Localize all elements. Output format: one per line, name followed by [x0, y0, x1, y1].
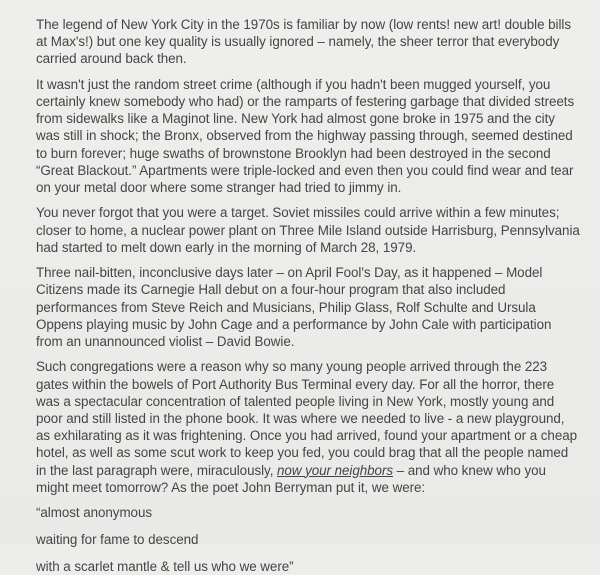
paragraph-4: Three nail-bitten, inconclusive days later – on April Fool's Day, as it happened – Model Citizens made its Carnegie Hall debut on a four-hour program that also included performances from Steve Reich and Musicians, Philip Glass, Rolf Schulte and Ursula Oppens playing music by John Cage and a performance by John Cale with participation from an unannounced violist – David Bowie.	[36, 265, 552, 350]
quote-line-2: waiting for fame to descend	[36, 531, 199, 547]
now-your-neighbors-emphasis: now your neighbors	[277, 462, 393, 478]
paragraph-3: You never forgot that you were a target. Soviet missiles could arrive within a few minutes; closer to home, a nuclear power plant on Three Mile Island outside Harrisburg, Pennsylvania had started to melt down early in the morning of March 28, 1979.	[36, 205, 580, 255]
quote-line-1: “almost anonymous	[36, 505, 152, 521]
paragraph-1: The legend of New York City in the 1970s is familiar by now (low rents! new art! double bills at Max's!) but one key quality is usually ignored – namely, the sheer terror that everybody carried around back then.	[36, 17, 571, 67]
paragraph-5	[36, 358, 580, 496]
paragraph-2: It wasn't just the random street crime (although if you hadn't been mugged yourself, you certainly knew somebody who had) or the ramparts of festering garbage that divided streets from sidewalks like a Maginot line. New York had almost gone broke in 1975 and the city was still in shock; the Bronx, observed from the highway passing through, seemed destined to burn forever; huge swaths of brownstone Brooklyn had been destroyed in the second “Great Blackout.” Apartments were triple-locked and even then you could find wear and tear on your metal door where some stranger had tried to jimmy in.	[36, 76, 575, 196]
paragraph-5-text-before: Such congregations were a reason why so many young people arrived through the 223 gates within the bowels of Port Authority Bus Terminal every day. For all the horror, there was a spectacular concentration of talented people living in New York, mostly young and poor and still listed in the phone book. It was where we needed to live - a new playground, as exhilarating as it was frightening. Once you had arrived, found your apartment or a cheap hotel, as well as some scut work to keep you fed, you could brag that all the people named in the last paragraph were, miraculously,	[36, 359, 578, 478]
paragraph-5-text-after: – and who knew who you might meet tomorrow? As the poet John Berryman put it, we were:	[36, 462, 546, 495]
quote-line-3: with a scarlet mantle & tell us who we were”	[36, 558, 294, 574]
